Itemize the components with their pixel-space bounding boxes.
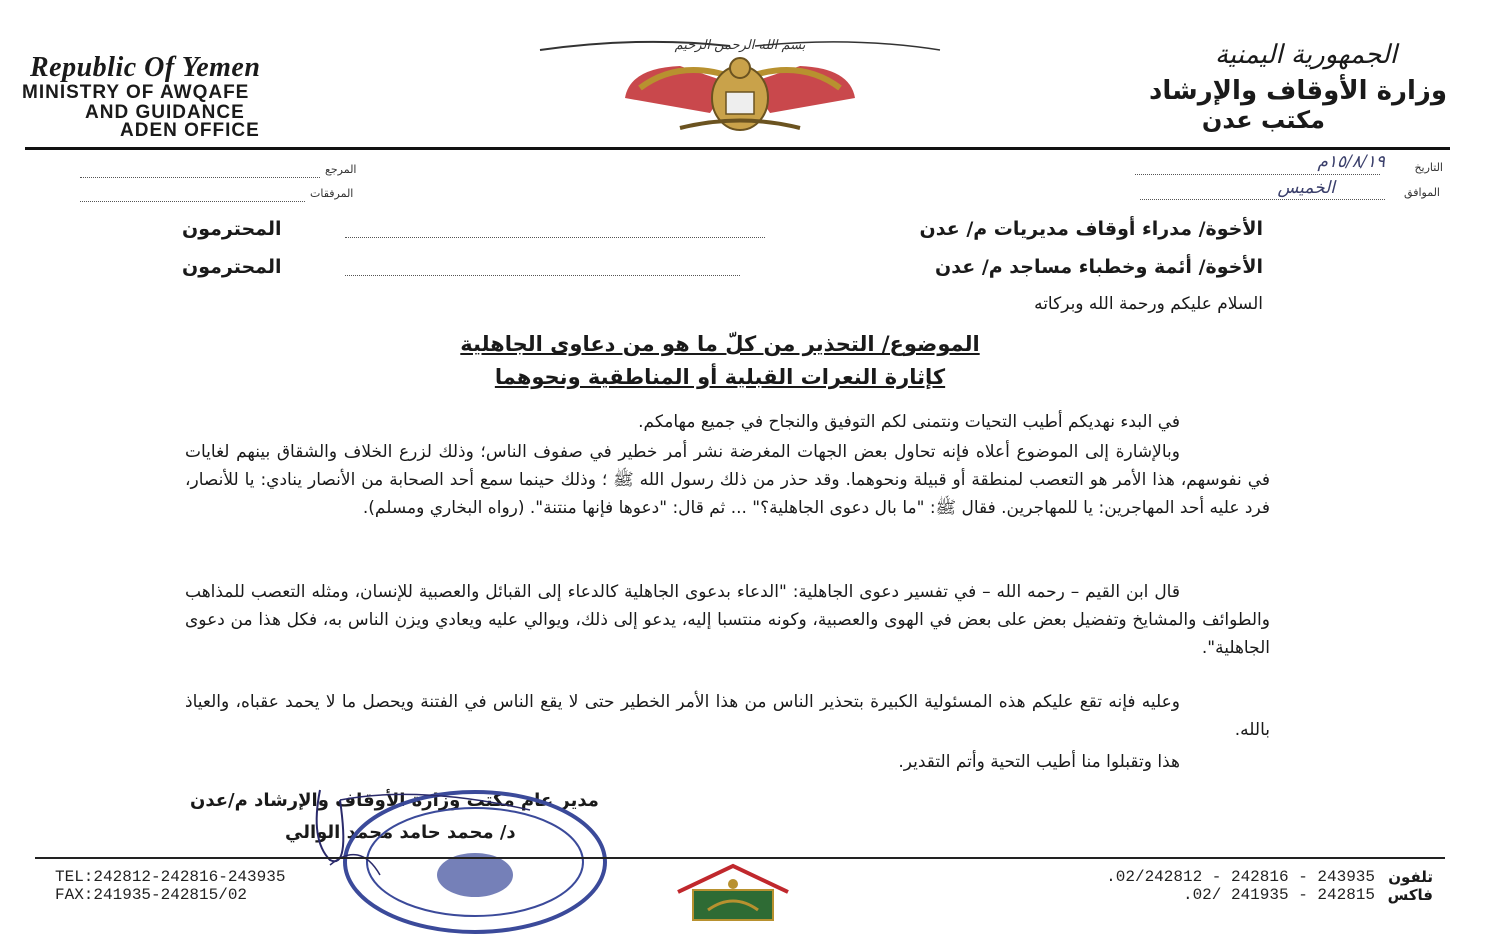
ref-label: المرجع	[325, 163, 357, 176]
corresp-dots	[1140, 198, 1385, 200]
subject-line-2: كإثارة النعرات القبلية أو المناطقية ونحوهما	[494, 365, 946, 389]
signature-name: د/ محمد حامد محمد الوالي	[285, 822, 516, 843]
date-value: ١٥/٨/١٩م	[1317, 152, 1385, 172]
footer-fax-ar-value: .02/ 241935 - 242815	[1182, 886, 1375, 904]
date-label: التاريخ	[1414, 161, 1443, 174]
subject-line-1: الموضوع/ التحذير من كلّ ما هو من دعاوى الجاهلية	[460, 332, 980, 356]
corresp-value: الخميس	[1277, 178, 1335, 198]
footer-rule	[35, 857, 1445, 859]
header-en-title: Republic Of Yemen	[30, 52, 261, 83]
footer-tel-en: TEL:242812-242816-243935	[55, 868, 286, 886]
body-paragraph-2: وبالإشارة إلى الموضوع أعلاه فإنه تحاول بعض الجهات المغرضة نشر أمر خطير في صفوف الناس؛ وذلك لزرع الخلاف والشقاق بينهم لغايات في نفوسهم، هذا الأمر هو التعصب لمنطقة أو قبيلة ونحوهما. وقد حذر من ذلك رسول الله ﷺ ؛ وذلك حينما سمع أحد الصحابة من الأنصار ينادي: يا للأنصار، فرد عليه أحد المهاجرين: يا للمهاجرين. فقال ﷺ: "ما بال دعوى الجاهلية؟" ... ثم قال: "دعوها فإنها منتنة". (رواه البخاري ومسلم).	[185, 442, 1270, 518]
header-en-ministry: MINISTRY OF AWQAFE	[22, 82, 250, 103]
footer-logo	[668, 862, 798, 924]
corresp-label: الموافق	[1404, 186, 1440, 199]
body-paragraph-1: في البدء نهديكم أطيب التحيات ونتمنى لكم التوفيق والنجاح في جميع مهامكم.	[638, 412, 1180, 432]
header-ar-office: مكتب عدن	[1201, 106, 1325, 134]
signature-title: مدير عام مكتب وزارة الأوقاف والإرشاد م/عدن	[190, 790, 599, 811]
addressee-honorific-2: المحترمون	[182, 256, 282, 278]
official-stamp	[300, 780, 620, 940]
basmala: بسم الله الرحمن الرحيم	[674, 38, 806, 53]
footer-tel-ar-value: .02/242812 - 242816 - 243935	[1106, 868, 1375, 886]
addressee-honorific-1: المحترمون	[182, 218, 282, 240]
footer-fax-en: FAX:241935-242815/02	[55, 886, 248, 904]
body-paragraph-5: هذا وتقبلوا منا أطيب التحية وأتم التقدير.	[898, 752, 1180, 772]
body-paragraph-4: وعليه فإنه تقع عليكم هذه المسئولية الكبيرة بتحذير الناس من هذا الأمر الخطير حتى لا يقع الناس في الفتنة ويحصل ما لا يحمد عقباه، والعياذ بالله.	[185, 692, 1270, 740]
header-ar-ministry: وزارة الأوقاف والإرشاد	[1149, 76, 1447, 106]
header-en-office: ADEN OFFICE	[120, 120, 260, 141]
subject-block-2	[380, 365, 1060, 389]
footer-fax-ar-label: فاكس	[1387, 886, 1433, 904]
greeting: السلام عليكم ورحمة الله وبركاته	[1034, 294, 1263, 314]
subject-block	[320, 332, 1120, 356]
stamp-seal-icon	[300, 780, 620, 940]
addressee-line-2: الأخوة/ أئمة وخطباء مساجد م/ عدن	[935, 256, 1263, 278]
attach-label: المرفقات	[310, 187, 354, 200]
ref-dots	[80, 176, 320, 178]
footer-tel-ar-label: تلفون	[1388, 868, 1433, 886]
addressee-line-1: الأخوة/ مدراء أوقاف مديريات م/ عدن	[919, 218, 1263, 240]
header-en-guidance: AND GUIDANCE	[85, 102, 245, 123]
addressee-dots-2	[345, 274, 740, 276]
attach-dots	[80, 200, 305, 202]
addressee-dots-1	[345, 236, 765, 238]
date-dots	[1135, 173, 1380, 175]
body-paragraph-3: قال ابن القيم – رحمه الله – في تفسير دعوى الجاهلية: "الدعاء بدعوى الجاهلية كالدعاء إلى القبائل والعصبية للإنسان، ومثله التعصب للمذاهب والطوائف والمشايخ وتفضيل بعض على بعض في الهوى والعصبية، وكونه منتسبا إليه، يدعو إلى ذلك، ويوالي عليه ويعادي ويزن الناس به، فكل هذا من دعوى الجاهلية".	[185, 582, 1270, 658]
header-ar-republic: الجمهورية اليمنية	[1214, 40, 1397, 70]
ministry-logo-icon	[668, 862, 798, 924]
header-rule	[25, 147, 1450, 150]
